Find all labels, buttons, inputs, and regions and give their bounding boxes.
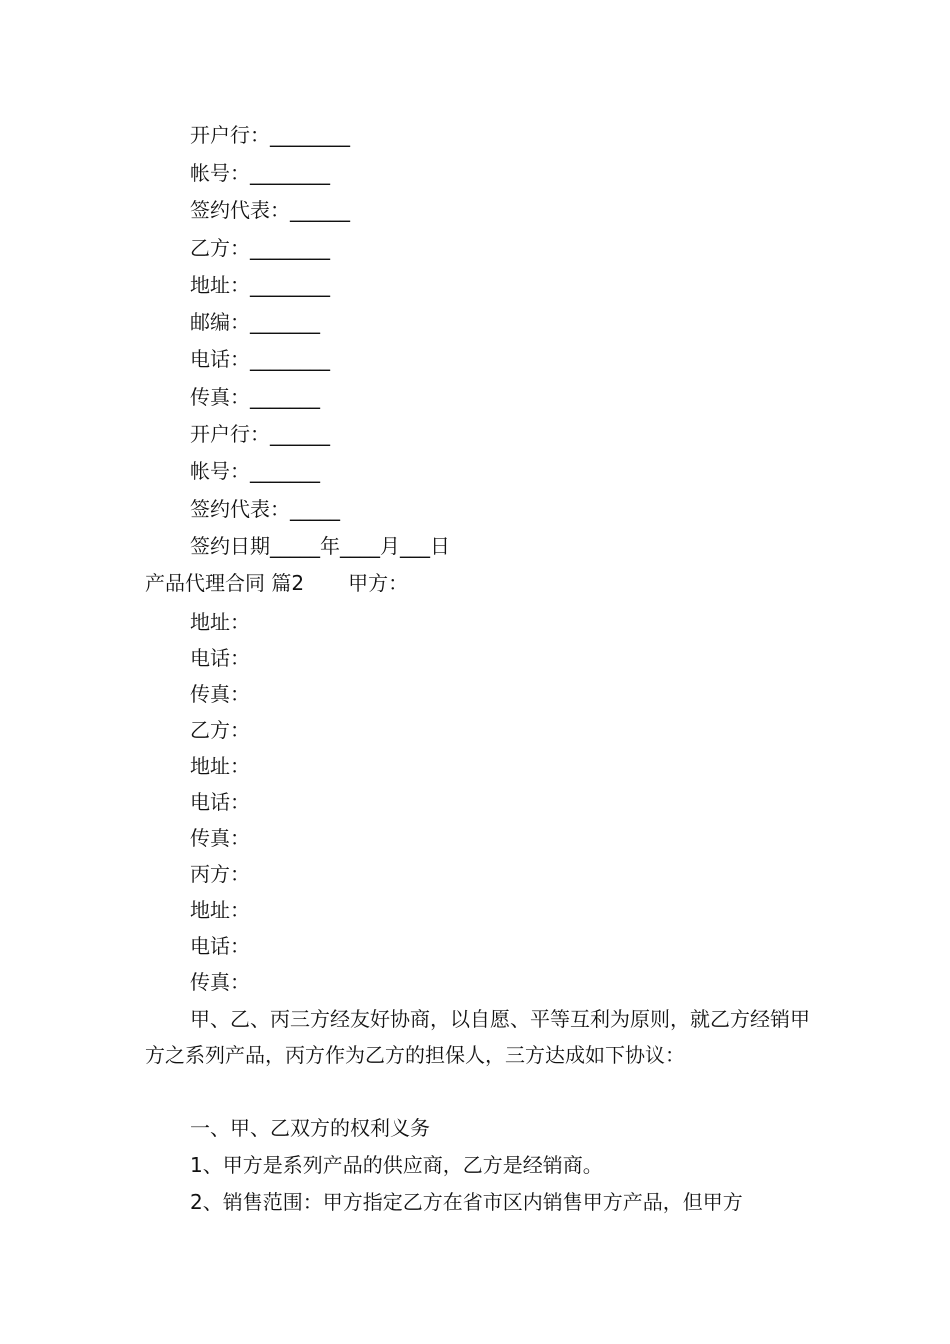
signatory-field-a: 签约代表：______ [190,198,350,222]
signing-date-field: 签约日期_____年____月___日 [190,534,450,558]
party-c-label: 丙方： [190,862,250,886]
phone-field-b2: 电话： [190,790,250,814]
address-field-b2: 地址： [190,754,250,778]
party-b-label-2: 乙方： [190,718,250,742]
party-a-label: 甲方： [348,571,409,595]
fax-field-b2: 传真： [190,826,250,850]
account-field-a: 帐号：________ [190,161,330,185]
account-field-b: 帐号：_______ [190,459,320,483]
fax-field-c: 传真： [190,970,250,994]
address-field-a2: 地址： [190,610,250,634]
clause-1: 1、甲方是系列产品的供应商，乙方是经销商。 [190,1153,603,1177]
section-heading [145,569,408,597]
clause-heading: 一、甲、乙双方的权利义务 [190,1116,430,1140]
bank-field-a: 开户行：________ [190,123,350,147]
address-field-b: 地址：________ [190,273,330,297]
party-b-field: 乙方：________ [190,236,330,260]
clause-2: 2、销售范围：甲方指定乙方在省市区内销售甲方产品，但甲方 [190,1190,743,1214]
postcode-field-b: 邮编：_______ [190,310,320,334]
bank-field-b: 开户行：______ [190,422,330,446]
signatory-field-b: 签约代表：_____ [190,497,340,521]
address-field-c: 地址： [190,898,250,922]
section-title: 产品代理合同 篇2 [145,571,305,595]
phone-field-a2: 电话： [190,646,250,670]
phone-field-c: 电话： [190,934,250,958]
phone-field-b: 电话：________ [190,347,330,371]
fax-field-a2: 传真： [190,682,250,706]
fax-field-b: 传真：_______ [190,385,320,409]
intro-paragraph: 甲、乙、丙三方经友好协商，以自愿、平等互利为原则，就乙方经销甲方之系列产品，丙方作为乙方的担保人，三方达成如下协议： [145,1007,810,1067]
